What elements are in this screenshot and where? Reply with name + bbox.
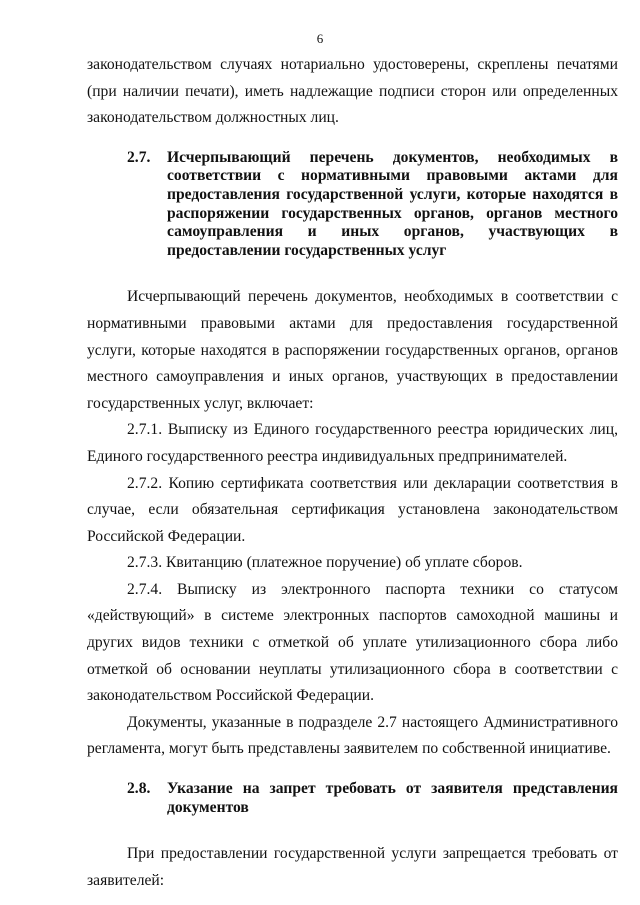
document-body xyxy=(87,52,618,894)
section-heading-2-8 xyxy=(87,780,618,817)
paragraph-note: Документы, указанные в подразделе 2.7 настоящего Административного регламента, могут быть представлены заявителем по собственной инициативе. xyxy=(87,713,618,758)
section-title: Указание на запрет требовать от заявителя представления документов xyxy=(167,780,618,816)
paragraph-item-2-7-2: 2.7.2. Копию сертификата соответствия или декларации соответствия в случае, если обязательная сертификация установлена законодательством Российской Федерации. xyxy=(87,474,618,545)
paragraph-item-2-7-4: 2.7.4. Выписку из электронного паспорта техники со статусом «действующий» в системе электронных паспортов самоходной машины и других видов техники с отметкой об уплате утилизационного сбора либо отметкой об основании неуплаты утилизационного сбора в соответствии с законодательством Российской Федерации. xyxy=(87,580,618,705)
paragraph-item-2-7-3: 2.7.3. Квитанцию (платежное поручение) об уплате сборов. xyxy=(127,554,523,572)
section-heading-2-7 xyxy=(87,149,618,261)
paragraph-continuation: законодательством случаях нотариально удостоверены, скреплены печатями (при наличии печати), иметь надлежащие подписи сторон или определенных законодательством должностных лиц. xyxy=(87,56,618,127)
paragraph-intro: Исчерпывающий перечень документов, необходимых в соответствии с нормативными правовыми актами для предоставления государственной услуги, которые находятся в распоряжении государственных органов, органов местного самоуправления и иных органов, участвующих в предоставлении государственных услуг, включает: xyxy=(87,288,618,412)
section-number: 2.8. xyxy=(127,780,151,798)
page-number: 6 xyxy=(316,31,324,46)
paragraph-item-2-7-1: 2.7.1. Выписку из Единого государственного реестра юридических лиц, Единого государственного реестра индивидуальных предпринимателей. xyxy=(87,421,618,465)
section-title: Исчерпывающий перечень документов, необходимых в соответствии с нормативными правовыми актами для предоставления государственной услуги, которые находятся в распоряжении государственных органов, органов местного самоуправления и иных органов, участвующих в предоставлении государственных услуг xyxy=(167,148,618,259)
section-number: 2.7. xyxy=(127,148,151,166)
paragraph-prohibition: При предоставлении государственной услуги запрещается требовать от заявителей: xyxy=(87,845,618,889)
